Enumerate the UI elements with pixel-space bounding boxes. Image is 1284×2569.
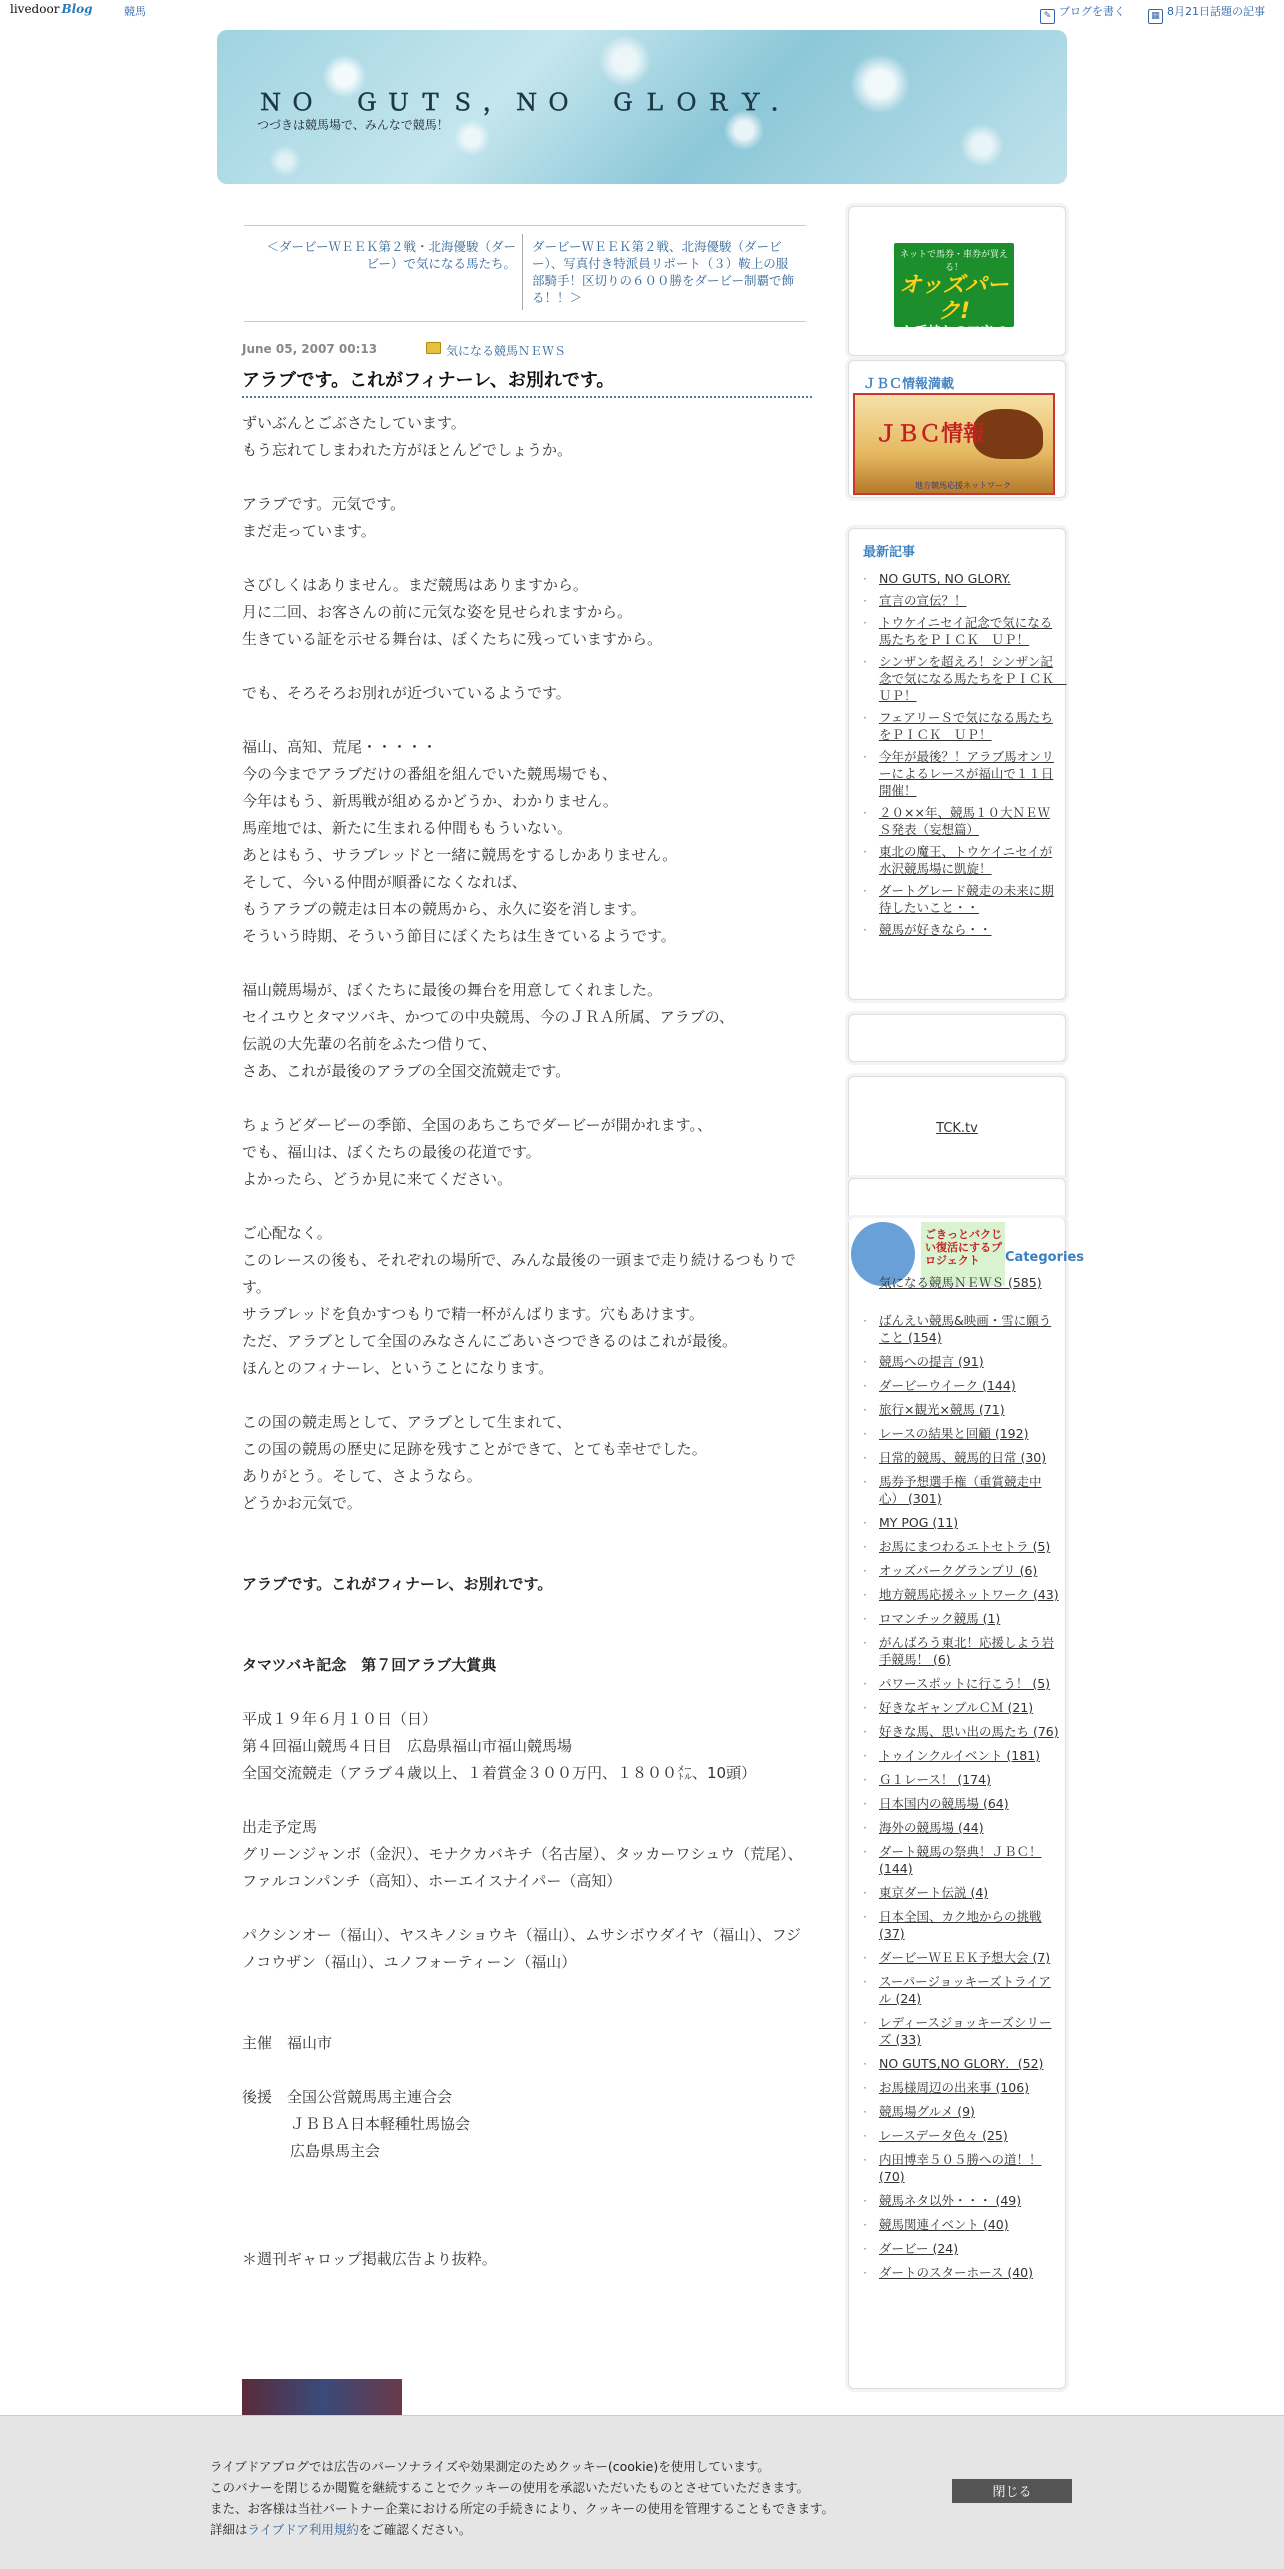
- folder-icon: [426, 342, 441, 354]
- category-item[interactable]: · レディースジョッキーズシリーズ (33): [849, 2014, 1059, 2048]
- post-line: 今年はもう、新馬戦が組めるかどうか、わかりません。: [242, 792, 618, 810]
- closing-heading: アラブです。これがフィナーレ、お別れです。: [242, 1575, 553, 1593]
- post-paragraph: [242, 734, 807, 950]
- global-topbar: [0, 0, 1284, 22]
- category-item[interactable]: · Ｇ１レース！ (174): [849, 1771, 1059, 1788]
- sidebar-recent-box: [848, 528, 1066, 1000]
- sidebar-categories-box: [848, 1218, 1085, 2389]
- post-date: June 05, 2007 00:13: [242, 342, 378, 356]
- oddspark-line-3: お手持ちの口座で: [901, 325, 1006, 340]
- race-info: [242, 1706, 807, 1787]
- post-line: 馬産地では、新たに生まれる仲間ももういない。: [242, 819, 573, 837]
- previous-article-link[interactable]: ＜ダービーＷＥＥＫ第２戦・北海優駿（ダービー）で気になる馬たち。: [266, 239, 516, 271]
- post-line: 福山、高知、荒尾・・・・・: [242, 738, 438, 756]
- post-paragraphs: [242, 410, 807, 1517]
- post-category-link[interactable]: 気になる競馬ＮＥＷＳ: [446, 344, 567, 358]
- category-item[interactable]: · お馬にまつわるエトセトラ (5): [849, 1538, 1059, 1555]
- category-item[interactable]: · ダート競馬の祭典！ＪＢＣ！ (144): [849, 1843, 1059, 1877]
- recent-item[interactable]: · フェアリーＳで気になる馬たちをＰＩＣＫ ＵＰ！: [849, 709, 1059, 743]
- category-item[interactable]: 気になる競馬ＮＥＷＳ (585): [879, 1275, 1042, 1290]
- post-paragraph: [242, 1112, 807, 1193]
- post-line: 月に二回、お客さんの前に元気な姿を見せられますから。: [242, 603, 633, 621]
- post-line: もう忘れてしまわれた方がほとんどでしょうか。: [242, 441, 573, 459]
- cookie-detail-suffix: をご確認ください。: [358, 2522, 472, 2537]
- tck-link[interactable]: TCK.tv: [936, 1121, 978, 1136]
- post-line: ずいぶんとごぶさたしています。: [242, 414, 466, 432]
- cookie-line: ライブドアブログでは広告のパーソナライズや効果測定のためクッキー(cookie)を使用しています。: [210, 2459, 770, 2474]
- logo-blog-text: Blog: [61, 2, 93, 16]
- cookie-line: また、お客様は当社パートナー企業における所定の手続きにより、クッキーの使用を管理することもできます。: [210, 2501, 835, 2516]
- article-navigation: [244, 225, 806, 322]
- post-line: そして、今いる仲間が順番になくなれば、: [242, 873, 527, 891]
- oddspark-line-4: 簡単登録！: [921, 341, 987, 356]
- recent-item[interactable]: · シンザンを超えろ！シンザン記念で気になる馬たちをＰＩＣＫ ＵＰ！: [849, 653, 1059, 704]
- category-item[interactable]: · オッズパークグランプリ (6): [849, 1562, 1059, 1579]
- post-line: この国の競走馬として、アラブとして生まれて、: [242, 1413, 572, 1431]
- entries-group-2: パクシンオー（福山）、ヤスキノショウキ（福山）、ムサシボウダイヤ（福山）、フジノコウザン（福山）、ユノフォーティーン（福山）: [242, 1926, 801, 1971]
- organizer: 主催 福山市: [242, 2034, 333, 2052]
- cookie-detail: [210, 2519, 970, 2540]
- pencil-icon: ✎: [1040, 9, 1055, 24]
- post-line: さびしくはありません。まだ競馬はありますから。: [242, 576, 588, 594]
- categories-title: Categories: [1005, 1250, 1085, 1265]
- project-banner-text: ごきっとバクじい復活にするプロジェクト: [925, 1228, 1002, 1267]
- oddspark-banner[interactable]: [894, 243, 1014, 356]
- supporter-1: 後援 全国公営競馬馬主連合会: [242, 2088, 453, 2106]
- post-line: もうアラブの競走は日本の競馬から、永久に姿を消します。: [242, 900, 646, 918]
- oddspark-line-1: ネットで馬券・車券が買える！: [899, 250, 1008, 273]
- topbar-category-link[interactable]: 競馬: [124, 5, 146, 18]
- post-line: サラブレッドを負かすつもりで精一杯がんばります。穴もあけます。: [242, 1305, 704, 1323]
- entries: [242, 1814, 807, 1895]
- category-item[interactable]: · 競馬関連イベント (40): [849, 2216, 1059, 2233]
- category-item[interactable]: · 競馬ネタ以外・・・ (49): [849, 2192, 1059, 2209]
- category-item[interactable]: · レースデータ色々 (25): [849, 2127, 1059, 2144]
- jbc-title: ＪＢＣ情報満載: [863, 377, 955, 392]
- post-line: ただ、アラブとして全国のみなさんにごあいさつできるのはこれが最後。: [242, 1332, 738, 1350]
- jbc-banner-subtext: 地方競馬応援ネットワーク: [915, 481, 1011, 490]
- calendar-icon: ▦: [1148, 9, 1163, 24]
- post-paragraph: [242, 1220, 807, 1382]
- category-item[interactable]: · ダートのスターホース (40): [849, 2264, 1059, 2281]
- entries-title: 出走予定馬: [242, 1818, 318, 1836]
- post-line: ほんとのフィナーレ、ということになります。: [242, 1359, 554, 1377]
- next-article-link[interactable]: ダービーＷＥＥＫ第２戦、北海優駿（ダービー）、写真付き特派員リポート（３）鞍上の服部騎手！区切りの６００勝をダービー制覇で飾る！！＞: [532, 239, 795, 305]
- category-item[interactable]: · 海外の競馬場 (44): [849, 1819, 1059, 1836]
- entries-group-1: グリーンジャンボ（金沢）、モナクカバキチ（名古屋）、タッカーワシュウ（荒尾）、ファルコンパンチ（高知）、ホーエイスナイパー（高知）: [242, 1845, 803, 1890]
- post-line: この国の競馬の歴史に足跡を残すことができて、とても幸せでした。: [242, 1440, 707, 1458]
- blog-description: つづきは競馬場で、みんなで競馬！: [257, 118, 449, 132]
- post-line: 福山競馬場が、ぼくたちに最後の舞台を用意してくれました。: [242, 981, 663, 999]
- post-line: セイユウとタマツバキ、かつての中央競馬、今のＪＲＡ所属、アラブの、: [242, 1008, 735, 1026]
- post-line: さあ、これが最後のアラブの全国交流競走です。: [242, 1062, 571, 1080]
- source-note: ＊週刊ギャロップ掲載広告より抜粋。: [242, 2250, 497, 2268]
- post-line: よかったら、どうか見に来てください。: [242, 1170, 513, 1188]
- category-item[interactable]: · ばんえい競馬&映画・雪に願うこと (154): [849, 1312, 1059, 1346]
- jbc-banner[interactable]: [853, 393, 1055, 495]
- post-line: でも、福山は、ぼくたちの最後の花道です。: [242, 1143, 541, 1161]
- category-item[interactable]: · 日本全国、カク地からの挑戦 (37): [849, 1908, 1059, 1942]
- category-item[interactable]: · 競馬への提言 (91): [849, 1353, 1059, 1370]
- category-item[interactable]: · 日本国内の競馬場 (64): [849, 1795, 1059, 1812]
- category-item[interactable]: · 東京ダート伝説 (4): [849, 1884, 1059, 1901]
- post-line: そういう時期、そういう節目にぼくたちは生きているようです。: [242, 927, 676, 945]
- cookie-text: [210, 2456, 970, 2540]
- blog-header: [217, 30, 1067, 184]
- cookie-line: このバナーを閉じるか閲覧を継続することでクッキーの使用を承認いただいたものとさせていただきます。: [210, 2480, 810, 2495]
- trending-articles-label: 8月21日話題の記事: [1167, 5, 1265, 18]
- cookie-detail-prefix: 詳細は: [210, 2522, 248, 2537]
- post-line: 生きている証を示せる舞台は、ぼくたちに残っていますから。: [242, 630, 663, 648]
- post-line: でも、そろそろお別れが近づいているようです。: [242, 684, 571, 702]
- post-line: ご心配なく。: [242, 1224, 332, 1242]
- post-paragraph: [242, 1409, 807, 1517]
- categories-list: [849, 1312, 1059, 2288]
- recent-list: [849, 570, 1065, 938]
- post-paragraph: [242, 491, 807, 545]
- post-line: アラブです。元気です。: [242, 495, 406, 513]
- category-item[interactable]: · トゥインクルイベント (181): [849, 1747, 1059, 1764]
- supporter-2: ＪＢＢＡ日本軽種牡馬協会: [290, 2115, 471, 2133]
- category-item[interactable]: · ダービーウイーク (144): [849, 1377, 1059, 1394]
- logo-text: livedoor: [10, 2, 60, 16]
- terms-link[interactable]: ライブドア利用規約: [247, 2522, 359, 2537]
- race-name: タマツバキ記念 第７回アラブ大賞典: [242, 1656, 497, 1674]
- category-item[interactable]: · 日常的競馬、競馬的日常 (30): [849, 1449, 1059, 1466]
- cookie-close-button[interactable]: 閉じる: [952, 2479, 1072, 2503]
- post-line: 今の今までアラブだけの番組を組んでいた競馬場でも、: [242, 765, 618, 783]
- sidebar-empty-box-2: [848, 1178, 1066, 1220]
- trending-articles-link[interactable]: [1148, 3, 1265, 24]
- post-line: まだ走っています。: [242, 522, 376, 540]
- post-paragraph: [242, 410, 807, 464]
- oddspark-logo: オッズパーク!: [899, 273, 1009, 324]
- jbc-banner-text: ＪＢＣ情報: [875, 422, 986, 447]
- race-date: 平成１９年６月１０日（日）: [242, 1710, 438, 1728]
- sidebar-ad-box: [848, 206, 1066, 356]
- category-item[interactable]: · MY POG (11): [849, 1514, 1059, 1531]
- category-item[interactable]: · 旅行×観光×競馬 (71): [849, 1401, 1059, 1418]
- livedoor-blog-logo[interactable]: [10, 2, 93, 16]
- post-body: [242, 410, 807, 2300]
- post-line: ちょうどダービーの季節、全国のあちこちでダービーが開かれます。、: [242, 1116, 712, 1134]
- category-item[interactable]: · 馬券予想選手権（重賞競走中心） (301): [849, 1473, 1059, 1507]
- sidebar-tck-box: [848, 1076, 1066, 1187]
- category-item[interactable]: · NO GUTS,NO GLORY．(52): [849, 2055, 1059, 2072]
- recent-item[interactable]: · ２０××年、競馬１０大ＮＥＷＳ発表（妄想篇）: [849, 804, 1059, 838]
- post-line: ありがとう。そして、さようなら。: [242, 1467, 482, 1485]
- sidebar-empty-box: [848, 1014, 1066, 1062]
- recent-item[interactable]: · NO GUTS, NO GLORY.: [849, 570, 1059, 587]
- recent-item[interactable]: · 宣言の宣伝？！: [849, 592, 1059, 609]
- write-blog-label: ブログを書く: [1059, 5, 1125, 18]
- nav-divider: [522, 234, 523, 310]
- post-paragraph: [242, 977, 807, 1085]
- category-item[interactable]: · レースの結果と回顧 (192): [849, 1425, 1059, 1442]
- recent-item[interactable]: · トウケイニセイ記念で気になる馬たちをＰＩＣＫ ＵＰ！: [849, 614, 1059, 648]
- category-item[interactable]: · ダービー (24): [849, 2240, 1059, 2257]
- write-blog-link[interactable]: [1040, 3, 1125, 24]
- sidebar-jbc-box: [848, 360, 1066, 498]
- recent-item[interactable]: · 競馬が好きなら・・: [849, 921, 1059, 938]
- cookie-consent-bar: [0, 2415, 1284, 2569]
- category-item[interactable]: · お馬様周辺の出来事 (106): [849, 2079, 1059, 2096]
- category-item[interactable]: · がんばろう東北！応援しよう岩手競馬！ (6): [849, 1634, 1059, 1668]
- post-title: アラブです。これがフィナーレ、お別れです。: [242, 366, 812, 398]
- recent-title: 最新記事: [863, 545, 916, 560]
- post-paragraph: [242, 680, 807, 707]
- category-item[interactable]: · ロマンチック競馬 (1): [849, 1610, 1059, 1627]
- race-venue: 第４回福山競馬４日目 広島県福山市福山競馬場: [242, 1737, 573, 1755]
- post-paragraph: [242, 572, 807, 653]
- category-item[interactable]: · スーパージョッキーズトライアル (24): [849, 1973, 1059, 2007]
- blog-title[interactable]: ＮＯ ＧＵＴＳ，ＮＯ ＧＬＯＲＹ．: [259, 90, 803, 116]
- category-item[interactable]: · 競馬場グルメ (9): [849, 2103, 1059, 2120]
- recent-item[interactable]: · 東北の魔王、トウケイニセイが水沢競馬場に凱旋！: [849, 843, 1059, 877]
- category-item[interactable]: · 内田博幸５０５勝への道！！ (70): [849, 2151, 1059, 2185]
- supporter-3: 広島県馬主会: [290, 2142, 381, 2160]
- post-line: このレースの後も、それぞれの場所で、みんな最後の一頭まで走り続けるつもりです。: [242, 1251, 796, 1296]
- category-item[interactable]: · 地方競馬応援ネットワーク (43): [849, 1586, 1059, 1603]
- category-item[interactable]: · 好きなギャンブルＣＭ (21): [849, 1699, 1059, 1716]
- recent-item[interactable]: · 今年が最後？！アラブ馬オンリーによるレースが福山で１１日開催！: [849, 748, 1059, 799]
- post-line: あとはもう、サラブレッドと一緒に競馬をするしかありません。: [242, 846, 678, 864]
- supporters: [242, 2084, 807, 2165]
- post-line: どうかお元気で。: [242, 1494, 362, 1512]
- category-item[interactable]: · 好きな馬、思い出の馬たち (76): [849, 1723, 1059, 1740]
- category-item[interactable]: · ダービーＷＥＥＫ予想大会 (7): [849, 1949, 1059, 1966]
- post-line: 伝説の大先輩の名前をふたつ借りて、: [242, 1035, 497, 1053]
- category-item[interactable]: · パワースポットに行こう！ (5): [849, 1675, 1059, 1692]
- race-conditions: 全国交流競走（アラブ４歳以上、１着賞金３００万円、１８００㍍、10頭）: [242, 1764, 757, 1782]
- recent-item[interactable]: · ダートグレード競走の未来に期待したいこと・・: [849, 882, 1059, 916]
- post-image[interactable]: [242, 2379, 402, 2419]
